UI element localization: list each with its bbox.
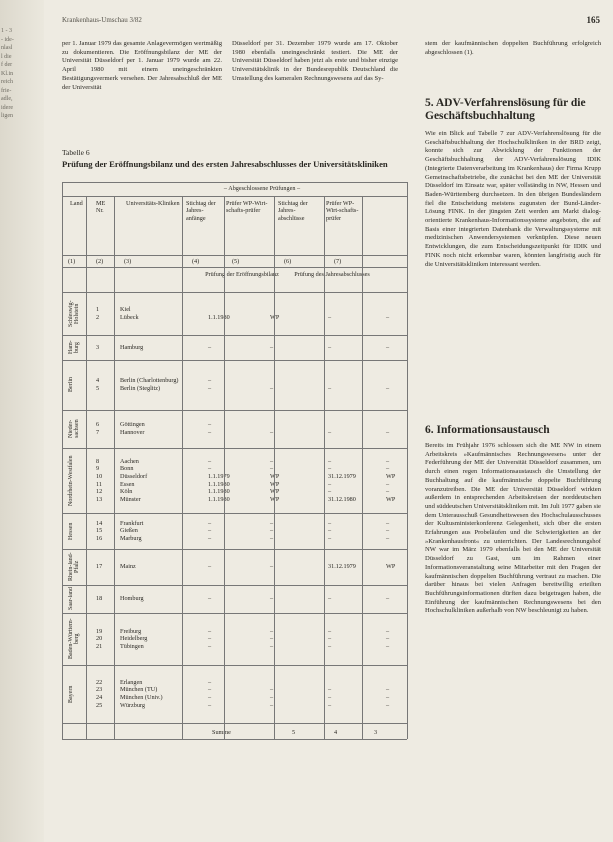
- table-clinic-name: Mainz: [120, 563, 136, 571]
- table-value-cell: –: [328, 686, 332, 694]
- table-value-cell: 1.1.1980: [208, 488, 230, 496]
- table-value-cell: –: [386, 534, 390, 542]
- table-col-number: (2): [96, 258, 104, 265]
- table-heading: Prüfung der Eröffnungsbilanz und des ersten Jahresabschlusses der Universitätskliniken: [62, 159, 388, 169]
- table-value-cell: –: [270, 385, 274, 392]
- table-col-header: Land: [70, 200, 83, 207]
- table-value-cell: –: [208, 534, 212, 542]
- subheader-closing: Prüfung des Jahresabschlusses: [294, 271, 370, 278]
- table-value-cell: –: [270, 429, 274, 436]
- table-clinic-name: Homburg: [120, 595, 144, 603]
- table-me-number: 21: [96, 642, 103, 650]
- table-sum-value: 3: [374, 729, 378, 736]
- table-col-number: (4): [192, 258, 200, 265]
- table-clinic-name: Kiel: [120, 305, 131, 313]
- table-value-cell: –: [328, 642, 332, 650]
- table-col-number: (3): [124, 258, 132, 265]
- table-column-rule: [324, 196, 325, 739]
- table-value-cell: –: [208, 377, 212, 385]
- table-column-rule: [224, 196, 225, 739]
- margin-fragment: nlasl: [1, 45, 13, 51]
- table-value-cell: WP: [270, 480, 280, 488]
- table-col-header: Stichtag der Jahres-abschlüsse: [278, 200, 308, 222]
- table-land-label: Ham-burg: [68, 340, 80, 355]
- table-col-header: Prüfer WP-Wirt-schafts-prüfer: [326, 200, 359, 222]
- table-value-cell: –: [208, 385, 212, 392]
- table-value-cell: –: [270, 694, 274, 701]
- table-value-cell: –: [270, 343, 274, 351]
- table-value-cell: –: [208, 678, 212, 686]
- table-clinic-name: Heidelberg: [120, 635, 148, 643]
- table-clinic-name: Hannover: [120, 429, 145, 436]
- table-value-cell: –: [386, 595, 390, 603]
- table-value-cell: WP: [386, 495, 396, 503]
- table-value-cell: –: [386, 527, 390, 535]
- table-value-cell: WP: [386, 563, 396, 571]
- margin-fragment: idere: [1, 104, 13, 111]
- table-me-number: 10: [96, 472, 103, 480]
- table-value-cell: –: [270, 627, 274, 635]
- table-me-number: 19: [96, 627, 103, 635]
- table-value-cell: –: [208, 635, 212, 643]
- table-value-cell: –: [386, 635, 390, 643]
- table-land-label: Berlin: [68, 377, 74, 393]
- column-2-text: Düsseldorf per 31. Dezember 1979 wurde am 17. Oktober 1980 ebenfalls uneingeschränkt testiert. Die ME der Universität Düsseldorf haben jetzt als erste und bisher einzige Universitätsklinik in der Bundesrepublik Deutschland die Umstellung des kameralen Rechnungswesens auf das Sy-: [232, 40, 398, 82]
- table-col-number: (6): [284, 258, 292, 265]
- table-clinic-name: Essen: [120, 480, 135, 488]
- table-me-number: 16: [96, 534, 103, 542]
- table-me-number: 2: [96, 313, 100, 321]
- table-value-cell: 31.12.1979: [328, 472, 356, 480]
- table-clinic-name: Erlangen: [120, 678, 143, 686]
- table-value-cell: WP: [270, 313, 280, 321]
- table-value-cell: –: [208, 421, 212, 429]
- table-me-number: 18: [96, 595, 103, 603]
- table-clinic-name: Frankfurt: [120, 519, 144, 527]
- page-header: [62, 16, 600, 28]
- table-me-number: 5: [96, 385, 100, 392]
- table-value-cell: –: [328, 465, 332, 473]
- table-value-cell: –: [208, 527, 212, 535]
- table-clinic-name: Bonn: [120, 465, 134, 473]
- table-me-number: 23: [96, 686, 103, 694]
- table-value-cell: –: [386, 701, 390, 709]
- table-value-cell: –: [270, 457, 274, 465]
- table-me-number: 11: [96, 480, 102, 488]
- table-me-number: 17: [96, 563, 103, 571]
- table-clinic-name: Würzburg: [120, 701, 145, 709]
- table-land-label: Hessen: [68, 522, 74, 540]
- table-clinic-name: Hamburg: [120, 343, 144, 351]
- table-me-number: 24: [96, 694, 103, 701]
- table-me-number: 1: [96, 305, 100, 313]
- table-value-cell: –: [386, 343, 390, 351]
- table-me-number: 13: [96, 495, 103, 503]
- table-value-cell: –: [270, 701, 274, 709]
- table-me-number: 6: [96, 421, 100, 429]
- table-column-rule: [362, 196, 363, 739]
- table-me-number: 25: [96, 701, 103, 709]
- table-land-label: Nieder-sachsen: [68, 419, 80, 439]
- table-value-cell: 1.1.1980: [208, 313, 230, 321]
- table-value-cell: –: [270, 519, 274, 527]
- table-value-cell: –: [208, 563, 212, 571]
- margin-fragment: reich: [1, 79, 13, 85]
- table-value-cell: WP: [270, 488, 280, 496]
- table-clinic-name: Münster: [120, 495, 141, 503]
- table-value-cell: –: [386, 488, 390, 496]
- table-top-rule: [62, 182, 407, 183]
- table-value-cell: –: [386, 385, 390, 392]
- margin-fragment: l die: [1, 53, 12, 60]
- table-me-number: 3: [96, 343, 100, 351]
- margin-fragment: ligen: [1, 113, 13, 119]
- table-value-cell: –: [328, 701, 332, 709]
- table-value-cell: WP: [386, 472, 396, 480]
- table-value-cell: –: [270, 534, 274, 542]
- table-land-label: Bayern: [68, 685, 74, 703]
- table-column-rule: [62, 182, 63, 739]
- table-land-label: Nordrhein-Westfalen: [68, 455, 74, 506]
- table-column-rule: [407, 182, 408, 739]
- table-value-cell: –: [328, 385, 332, 392]
- table-clinic-name: Tübingen: [120, 642, 144, 650]
- table-value-cell: –: [270, 527, 274, 535]
- table-value-cell: 1.1.1980: [208, 495, 230, 503]
- section-5-heading: 5. ADV-Verfahrenslösung für die Geschäftsbuchhaltung: [425, 97, 586, 122]
- table-value-cell: –: [328, 480, 332, 488]
- table-clinic-name: München (Univ.): [120, 694, 163, 701]
- table-clinic-name: Gießen: [120, 527, 138, 535]
- table-value-cell: –: [208, 694, 212, 701]
- table-value-cell: –: [328, 343, 332, 351]
- table-value-cell: WP: [270, 472, 280, 480]
- table-value-cell: –: [386, 627, 390, 635]
- table-clinic-name: Freiburg: [120, 627, 142, 635]
- table-clinic-name: Köln: [120, 488, 133, 496]
- table-value-cell: –: [208, 686, 212, 694]
- table-value-cell: –: [386, 642, 390, 650]
- table-land-label: Rhein-land-Pfalz: [68, 552, 80, 582]
- table-value-cell: –: [270, 595, 274, 603]
- table-col-header: ME Nr.: [96, 200, 106, 215]
- column-1-text: per 1. Januar 1979 das gesamte Anlagevermögen wertmäßig zu dokumentieren. Die Eröffnungsbilanz der ME der Universität Düsseldorf per 1. Januar 1979 wurde am 22. April 1980 mit einem uneingeschränkten Bestätigungsvermerk versehen. Der Jahresabschluß der ME der Universität: [62, 40, 222, 91]
- table-value-cell: –: [270, 642, 274, 650]
- table-col-header: Prüfer WP-Wirt-schafts-prüfer: [226, 200, 268, 215]
- table-clinic-name: Düsseldorf: [120, 472, 148, 480]
- table-clinic-name: Aachen: [120, 457, 139, 465]
- table-value-cell: –: [208, 429, 212, 436]
- table-clinic-name: München (TU): [120, 686, 158, 694]
- margin-fragment: adle,: [1, 96, 13, 102]
- table-value-cell: –: [270, 686, 274, 694]
- table-me-number: 9: [96, 465, 100, 473]
- margin-fragment: frie-: [1, 87, 12, 94]
- table-value-cell: –: [208, 465, 212, 473]
- table-value-cell: –: [270, 563, 274, 571]
- section-6-heading: 6. Informationsaustausch: [425, 424, 550, 436]
- table-value-cell: 1.1.1979: [208, 472, 230, 480]
- margin-fragment: 1 - 3: [1, 28, 12, 34]
- table-col-number: (7): [334, 258, 342, 265]
- column-3-top-text: stem der kaufmännischen doppelten Buchführung erfolgreich abgeschlossen (1).: [425, 40, 601, 56]
- left-margin-strip: [0, 0, 44, 842]
- table-value-cell: –: [386, 686, 390, 694]
- table-me-number: 20: [96, 635, 103, 643]
- table-span-header: – Abgeschlossene Prüfungen –: [223, 185, 301, 192]
- table-value-cell: –: [328, 635, 332, 643]
- table-value-cell: –: [208, 595, 212, 603]
- table-value-cell: –: [270, 635, 274, 643]
- table-column-rule: [182, 196, 183, 739]
- table-clinic-name: Göttingen: [120, 421, 145, 429]
- table-value-cell: –: [328, 457, 332, 465]
- margin-fragment: - ide-: [1, 36, 14, 43]
- table-label: Tabelle 6: [62, 148, 90, 157]
- table-value-cell: –: [328, 595, 332, 603]
- table-value-cell: 1.1.1980: [208, 480, 230, 488]
- table-clinic-name: Marburg: [120, 534, 142, 542]
- table-value-cell: –: [208, 457, 212, 465]
- table-col-number: (5): [232, 258, 240, 265]
- table-value-cell: –: [328, 534, 332, 542]
- table-column-rule: [114, 196, 115, 739]
- table-me-number: 15: [96, 527, 103, 535]
- table-value-cell: –: [386, 694, 390, 701]
- margin-fragment: Kl.in: [1, 70, 14, 77]
- table-value-cell: –: [328, 313, 332, 321]
- table-value-cell: –: [328, 527, 332, 535]
- table-land-label: Schleswig-Holstein: [68, 300, 80, 327]
- table-value-cell: –: [328, 627, 332, 635]
- table-value-cell: 31.12.1980: [328, 495, 356, 503]
- table-value-cell: 31.12.1979: [328, 563, 356, 571]
- table-land-label: Baden-Württem-berg: [68, 618, 80, 660]
- table-me-number: 12: [96, 488, 103, 496]
- table-clinic-name: Berlin (Charlottenburg): [120, 377, 179, 385]
- table-column-rule: [86, 196, 87, 739]
- table-value-cell: –: [208, 642, 212, 650]
- table-value-cell: –: [328, 519, 332, 527]
- table-value-cell: –: [386, 480, 390, 488]
- table-column-rule: [274, 196, 275, 739]
- table-me-number: 7: [96, 429, 100, 436]
- table-value-cell: –: [328, 429, 332, 436]
- table-me-number: 14: [96, 519, 103, 527]
- table-value-cell: –: [270, 465, 274, 473]
- table-value-cell: –: [328, 488, 332, 496]
- page-number: 165: [586, 15, 600, 25]
- table-sum-value: 4: [334, 729, 338, 736]
- section-5-text: Wie ein Blick auf Tabelle 7 zur ADV-Verfahrenslösung für die Geschäftsbuchhaltung der Hochschulkliniken in der BRD zeigt, konnte sich zur Abwicklung der Funktionen der Geschäftsbuchhaltung der ADV-Verfahrenslösung IDIK (Integrierte Datenverarbeitung im Krankenhaus) der Firma Krupp Gemeinschaftsbetriebe, die zunächst bei den ME der Universität Düsseldorf im Einsatz war, später vollständig in NW, Hessen und Baden-Württemberg durchsetzen. In den übrigen Bundesländern fiel die Entscheidung meistens zugunsten der Bund-Länder-Lösung FINK. In der jüngsten Zeit werden am Markt dialog-orientierte Krankenhaus-Informationssysteme angeboten, die auf Basis einer integrierten Datenbank die Verwaltungssysteme mit medizinischen Anwendersystemen verknüpfen. Diese neuen Entwicklungen, die zum Entscheidungszeitpunkt für IDIK und FINK noch nicht erkennbar waren, könnten langfristig auch für die Universitätskliniken interessant werden.: [425, 130, 601, 268]
- table-value-cell: –: [208, 627, 212, 635]
- table-sum-label: Summe: [212, 729, 231, 736]
- table-me-number: 22: [96, 678, 103, 686]
- table-value-cell: –: [386, 519, 390, 527]
- margin-fragment: f der: [1, 62, 13, 68]
- table-col-header: Universitäts-Kliniken: [126, 200, 180, 207]
- table-value-cell: –: [386, 313, 390, 321]
- journal-title: Krankenhaus-Umschau 3/82: [62, 16, 142, 24]
- table-value-cell: WP: [270, 495, 280, 503]
- table-clinic-name: Lübeck: [120, 313, 139, 321]
- section-6-text: Bereits im Frühjahr 1976 schlossen sich die ME NW in einem Arbeitskreis »Kaufmännisches Rechnungswesen« unter der Federführung der ME der Universität Düsseldorf zusammen, um durch einen regen Informationsaustausch die Umstellung der Buchhaltung auf die kaufmännische doppelte Buchführung voranzutreiben. Die ME der Universität Düsseldorf wirkten außerdem in entsprechenden Arbeitskreisen der norddeutschen und süddeutschen Universitätskliniken mit. Im Juli 1977 gaben sie dem Unterausschuß Gesundheitswesen des Hochschulausschusses der Kultusministerkonferenz Gelegenheit, sich über die ersten Erfahrungen aus Probeläufen und die Schwierigkeiten an der »Krankenhausfront« zu unterrichten. Der Landesrechnungshof NW war im März 1979 ebenfalls bei den ME der Universität Düsseldorf zu Gast, um im Rahmen einer Informationsveranstaltung seine Mitarbeiter mit den Fragen der kaufmännischen doppelten Buchführung vertraut zu machen. Die darüber hinaus bei vielen Anfragen bereitwillig erteilten Buchführungsinformationen dürften dazu beigetragen haben, die Einführung der kaufmännischen Rechnungswesens bei den Hochschulkliniken außerhalb von NW beschleunigt zu haben.: [425, 442, 601, 615]
- audit-table: [62, 182, 407, 841]
- table-me-number: 4: [96, 377, 100, 385]
- table-col-number: (1): [68, 258, 76, 265]
- subheader-opening: Prüfung der Eröffnungsbilanz: [205, 271, 279, 278]
- table-value-cell: –: [386, 457, 390, 465]
- table-value-cell: –: [386, 429, 390, 436]
- table-value-cell: –: [208, 343, 212, 351]
- table-value-cell: –: [328, 694, 332, 701]
- table-sum-value: 5: [292, 729, 296, 736]
- table-bottom-rule: [62, 739, 407, 740]
- table-land-label: Saar-land: [68, 587, 74, 611]
- table-value-cell: –: [386, 465, 390, 473]
- table-col-header: Stichtag der Jahres-anfänge: [186, 200, 216, 222]
- table-me-number: 8: [96, 457, 100, 465]
- table-value-cell: –: [208, 701, 212, 709]
- table-clinic-name: Berlin (Steglitz): [120, 385, 161, 392]
- table-value-cell: –: [208, 519, 212, 527]
